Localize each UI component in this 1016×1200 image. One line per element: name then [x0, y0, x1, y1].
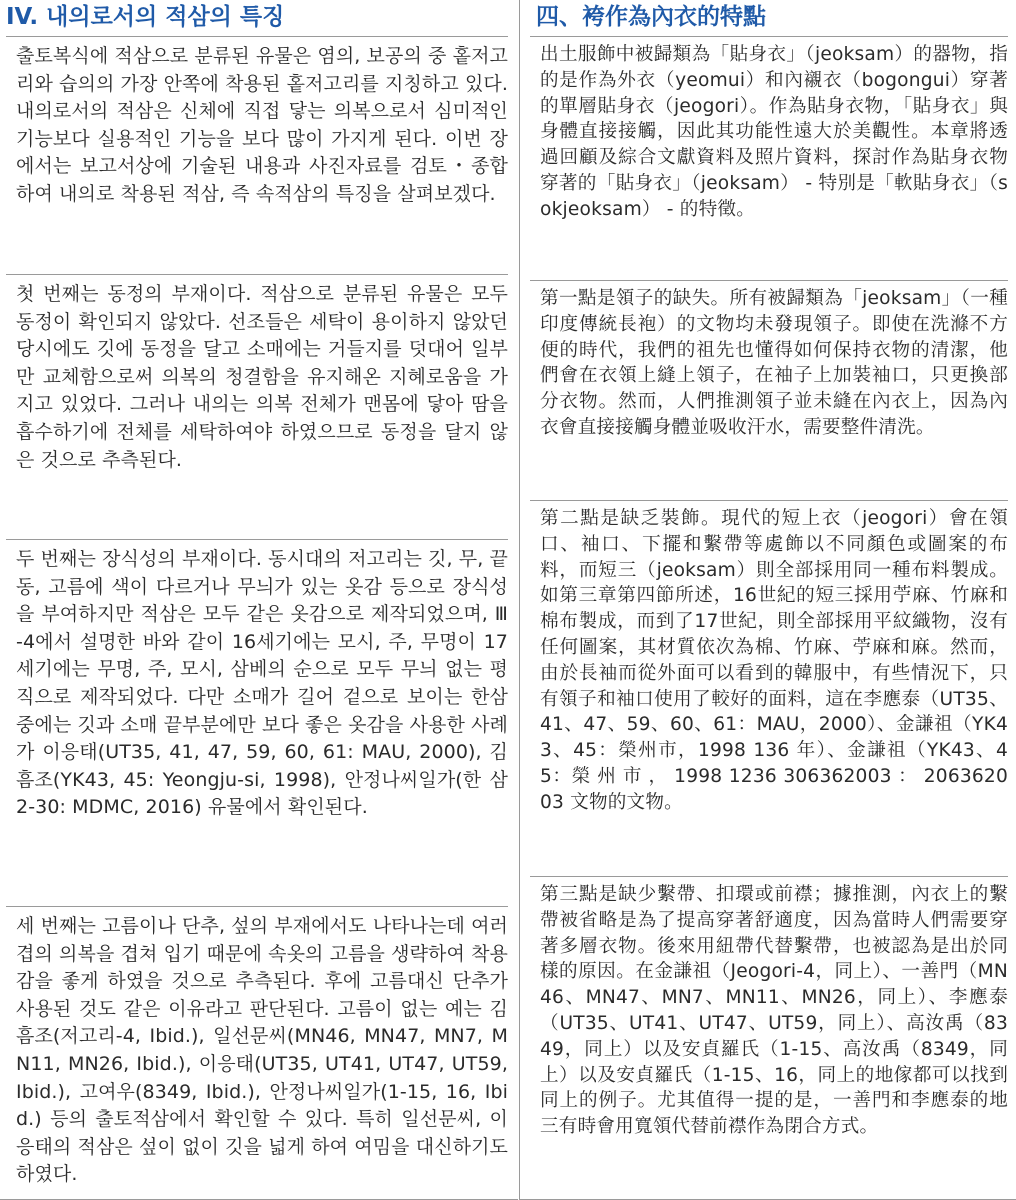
paragraph-text: 出土服飾中被歸類為「貼身衣」（jeoksam）的器物，指的是作為外衣（yeomui）和內襯衣（bogongui）穿著的單層貼身衣（jeogori）。作為貼身衣物，「貼身衣」與身體直接接觸，因此其功能性遠大於美觀性。本章將透過回顧及綜合文獻資料及照片資料，探討作為貼身衣物穿著的「貼身衣」（jeoksam） - 特別是「軟貼身衣」（sokjeoksam） - 的特徵。	[540, 44, 1008, 220]
paragraph-text: 第三點是缺少繫帶、扣環或前襟；據推測，內衣上的繫帶被省略是為了提高穿著舒適度，因為當時人們需要穿著多層衣物。後來用紐帶代替繫帶，也被認為是出於同樣的原因。在金謙祖（Jeogori-4，同上）、一善門（MN46、MN47、MN7、MN11、MN26，同上）、李應泰（UT35、UT41、UT47、UT59，同上）、高汝禹（8349，同上）以及安貞羅氏（1-15、高汝禹（8349，同上）以及安貞羅氏（1-15、16，同上的地傢都可以找到同上的例子。尤其值得一提的是，一善門和李應泰的地三有時會用寬領代替前襟作為閉合方式。	[540, 884, 1008, 1138]
chinese-column	[519, 0, 1016, 1200]
paragraph-text: 第一點是領子的缺失。所有被歸類為「jeoksam」（一種印度傳統長袍）的文物均未發現領子。即使在洗滌不方便的時代，我們的祖先也懂得如何保持衣物的清潔，他們會在衣領上縫上領子，在袖子上加裝袖口，只更換部分衣物。然而，人們推測領子並未縫在內衣上，因為內衣會直接接觸身體並吸收汗水，需要整件清洗。	[540, 288, 1008, 438]
paragraph-text: 출토복식에 적삼으로 분류된 유물은 염의, 보공의 중 홑저고리와 습의의 가장 안쪽에 착용된 홑저고리를 지칭하고 있다. 내의로서의 적삼은 신체에 직접 닿는 의복으로서 심미적인 기능보다 실용적인 기능을 보다 많이 가지게 된다. 이번 장에서는 보고서상에 기술된 내용과 사진자료를 검토・종합하여 내의로 착용된 적삼, 즉 속적삼의 특징을 살펴보겠다.	[16, 45, 509, 205]
korean-paragraph-3	[6, 539, 508, 906]
chinese-paragraph-3	[530, 500, 1008, 876]
korean-paragraph-2	[6, 274, 508, 539]
paragraph-text: 두 번째는 장식성의 부재이다. 동시대의 저고리는 깃, 무, 끝동, 고름에 색이 다르거나 무늬가 있는 옷감 등으로 장식성을 부여하지만 적삼은 모두 같은 옷감으로 제작되었으며, Ⅲ-4에서 설명한 바와 같이 16세기에는 모시, 주, 무명이 17세기에는 무명, 주, 모시, 삼베의 순으로 모두 무늬 없는 평직으로 제작되었다. 다만 소매가 길어 겉으로 보이는 한삼 중에는 깃과 소매 끝부분에만 보다 좋은 옷감을 사용한 사례가 이응태(UT35, 41, 47, 59, 60, 61: MAU, 2000), 김흠조(YK43, 45: Yeongju-si, 1998), 안정나씨일가(한 삼 2-30: MDMC, 2016) 유물에서 확인된다.	[16, 548, 509, 819]
chinese-paragraph-2	[530, 280, 1008, 500]
korean-section-title: IV. 내의로서의 적삼의 특징	[6, 4, 285, 30]
paragraph-text: 세 번째는 고름이나 단추, 섶의 부재에서도 나타나는데 여러 겹의 의복을 겹쳐 입기 때문에 속옷의 고름을 생략하여 착용감을 좋게 하였을 것으로 추측된다. 후에 고름대신 단추가 사용된 것도 같은 이유라고 판단된다. 고름이 없는 예는 김흠조(저고리-4, Ibid.), 일선문씨(MN46, MN47, MN7, MN11, MN26, Ibid.), 이응태(UT35, UT41, UT47, UT59, Ibid.), 고여우(8349, Ibid.), 안정나씨일가(1-15, 16, Ibid.) 등의 출토적삼에서 확인할 수 있다. 특히 일선문씨, 이응태의 적삼은 섶이 없이 깃을 넓게 하여 여밈을 대신하기도 하였다.	[16, 915, 509, 1186]
chinese-section-title: 四、袴作為內衣的特點	[536, 4, 766, 30]
korean-paragraph-1	[6, 36, 508, 274]
korean-paragraph-4	[6, 906, 508, 1200]
paragraph-text: 첫 번째는 동정의 부재이다. 적삼으로 분류된 유물은 모두 동정이 확인되지 않았다. 선조들은 세탁이 용이하지 않았던 당시에도 깃에 동정을 달고 소매에는 거들지를 덧대어 일부만 교체함으로써 의복의 청결함을 유지해온 지혜로움을 가지고 있었다. 그러나 내의는 의복 전체가 맨몸에 닿아 땀을 흡수하기에 전체를 세탁하여야 하였으므로 동정을 달지 않은 것으로 추측된다.	[16, 283, 508, 471]
chinese-paragraph-4	[530, 876, 1008, 1200]
paragraph-text: 第二點是缺乏裝飾。現代的短上衣（jeogori）會在領口、袖口、下擺和繫帶等處飾以不同顏色或圖案的布料，而短三（jeoksam）則全部採用同一種布料製成。如第三章第四節所述，16世紀的短三採用苧麻、竹麻和棉布製成，而到了17世紀，則全部採用平紋織物，沒有任何圖案，其材質依次為棉、竹麻、苧麻和麻。然而，由於長袖而從外面可以看到的韓服中，有些情況下，只有領子和袖口使用了較好的面料，這在李應泰（UT35、41、47、59、60、61：MAU，2000）、金謙祖（YK43、45：榮州市，1998 136 年）、金謙祖（YK43、45：榮 州 市 ， 1998 1236 306362003 ： 206362003 文物的文物。	[540, 508, 1008, 813]
chinese-paragraph-1	[530, 36, 1008, 280]
